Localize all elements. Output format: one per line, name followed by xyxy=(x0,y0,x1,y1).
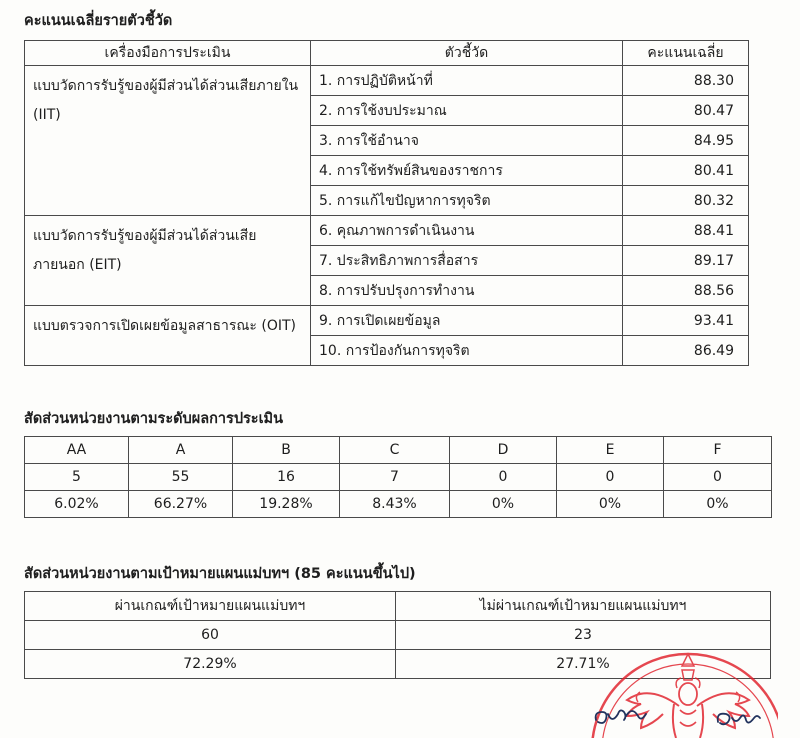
percent-cell: 0% xyxy=(664,491,772,518)
score-cell: 86.49 xyxy=(623,336,749,366)
indicator-cell: 3. การใช้อำนาจ xyxy=(311,126,623,156)
indicator-cell: 6. คุณภาพการดำเนินงาน xyxy=(311,216,623,246)
grade-cell: B xyxy=(233,437,340,464)
count-cell: 5 xyxy=(25,464,129,491)
garuda-seal-icon xyxy=(578,632,778,738)
grade-cell: F xyxy=(664,437,772,464)
indicator-cell: 1. การปฏิบัติหน้าที่ xyxy=(311,66,623,96)
count-fail: 23 xyxy=(396,621,771,650)
indicator-cell: 7. ประสิทธิภาพการสื่อสาร xyxy=(311,246,623,276)
percent-cell: 0% xyxy=(557,491,664,518)
percent-cell: 8.43% xyxy=(340,491,450,518)
section-title-average-scores: คะแนนเฉลี่ยรายตัวชี้วัด xyxy=(24,13,173,29)
indicator-cell: 8. การปรับปรุงการทำงาน xyxy=(311,276,623,306)
count-cell: 0 xyxy=(557,464,664,491)
table-row xyxy=(25,216,749,246)
score-cell: 80.32 xyxy=(623,186,749,216)
indicator-cell: 2. การใช้งบประมาณ xyxy=(311,96,623,126)
count-cell: 7 xyxy=(340,464,450,491)
table-row xyxy=(25,306,749,336)
header-fail: ไม่ผ่านเกณฑ์เป้าหมายแผนแม่บทฯ xyxy=(396,592,771,621)
grade-cell: E xyxy=(557,437,664,464)
percent-fail: 27.71% xyxy=(396,650,771,679)
count-row xyxy=(25,464,772,491)
grade-ratio-table xyxy=(24,436,772,518)
tool-oit: แบบตรวจการเปิดเผยข้อมูลสาธารณะ (OIT) xyxy=(25,306,311,366)
count-pass: 60 xyxy=(25,621,396,650)
header-pass: ผ่านเกณฑ์เป้าหมายแผนแม่บทฯ xyxy=(25,592,396,621)
percent-cell: 6.02% xyxy=(25,491,129,518)
header-score: คะแนนเฉลี่ย xyxy=(623,41,749,66)
percent-cell: 66.27% xyxy=(129,491,233,518)
header-tool: เครื่องมือการประเมิน xyxy=(25,41,311,66)
tool-iit: แบบวัดการรับรู้ของผู้มีส่วนได้ส่วนเสียภายใน (IIT) xyxy=(25,66,311,216)
count-cell: 55 xyxy=(129,464,233,491)
count-cell: 16 xyxy=(233,464,340,491)
indicator-cell: 10. การป้องกันการทุจริต xyxy=(311,336,623,366)
header-indicator: ตัวชี้วัด xyxy=(311,41,623,66)
score-cell: 88.56 xyxy=(623,276,749,306)
table-row xyxy=(25,66,749,96)
tool-eit: แบบวัดการรับรู้ของผู้มีส่วนได้ส่วนเสียภายนอก (EIT) xyxy=(25,216,311,306)
section-title-grade-ratio: สัดส่วนหน่วยงานตามระดับผลการประเมิน xyxy=(24,411,284,427)
average-score-table xyxy=(24,40,749,366)
score-cell: 84.95 xyxy=(623,126,749,156)
count-cell: 0 xyxy=(664,464,772,491)
section-title-masterplan-ratio: สัดส่วนหน่วยงานตามเป้าหมายแผนแม่บทฯ (85 คะแนนขึ้นไป) xyxy=(24,566,416,582)
grade-cell: C xyxy=(340,437,450,464)
percent-cell: 19.28% xyxy=(233,491,340,518)
indicator-cell: 5. การแก้ไขปัญหาการทุจริต xyxy=(311,186,623,216)
table-header-row xyxy=(25,41,749,66)
score-cell: 80.41 xyxy=(623,156,749,186)
percent-cell: 0% xyxy=(450,491,557,518)
masterplan-header-row xyxy=(25,592,771,621)
score-cell: 88.41 xyxy=(623,216,749,246)
indicator-cell: 9. การเปิดเผยข้อมูล xyxy=(311,306,623,336)
percent-pass: 72.29% xyxy=(25,650,396,679)
grade-cell: D xyxy=(450,437,557,464)
indicator-cell: 4. การใช้ทรัพย์สินของราชการ xyxy=(311,156,623,186)
score-cell: 80.47 xyxy=(623,96,749,126)
grade-row xyxy=(25,437,772,464)
score-cell: 88.30 xyxy=(623,66,749,96)
grade-cell: A xyxy=(129,437,233,464)
score-cell: 89.17 xyxy=(623,246,749,276)
score-cell: 93.41 xyxy=(623,306,749,336)
count-cell: 0 xyxy=(450,464,557,491)
grade-cell: AA xyxy=(25,437,129,464)
percent-row xyxy=(25,491,772,518)
